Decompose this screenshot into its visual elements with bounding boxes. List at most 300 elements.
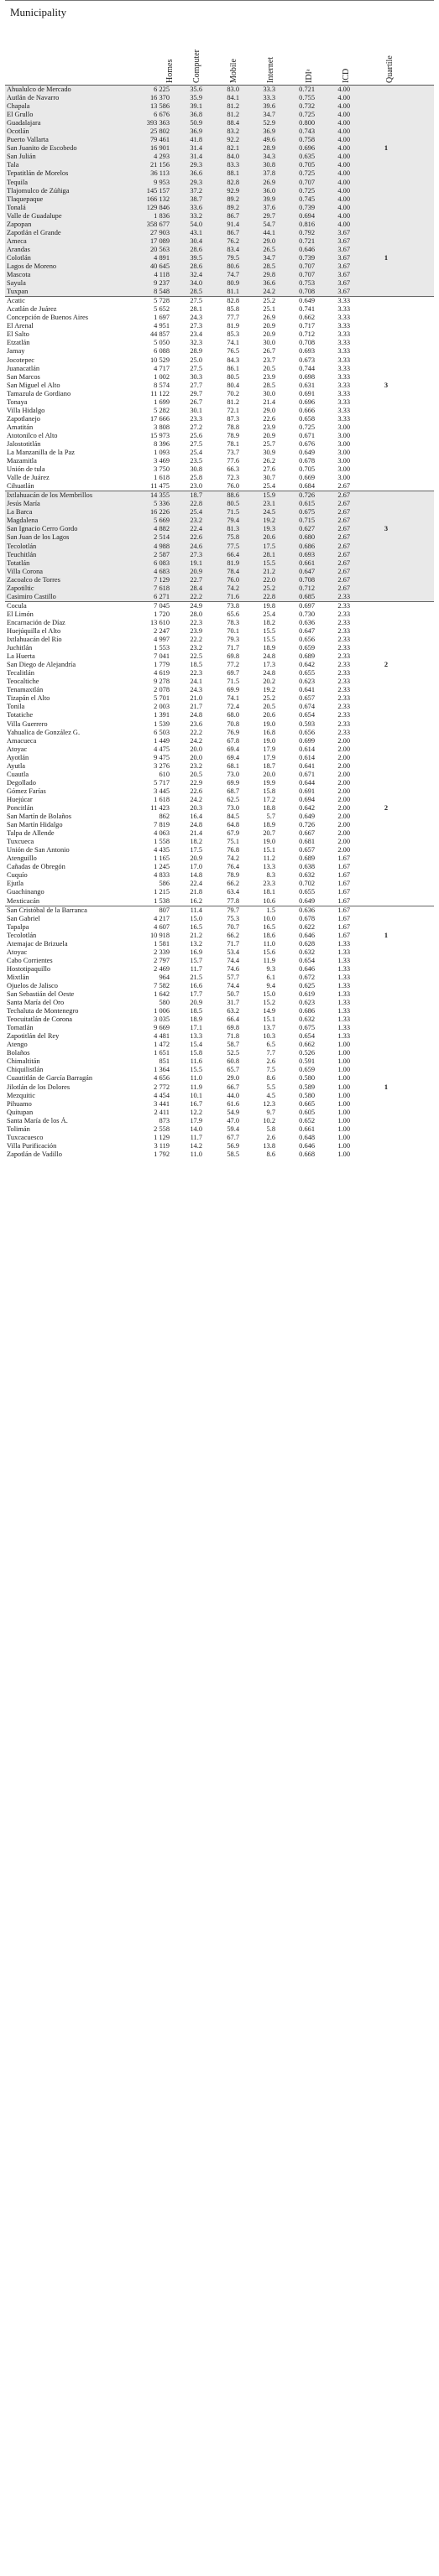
cell-internet: 16.5 xyxy=(263,922,275,931)
cell-internet: 19.0 xyxy=(263,838,275,846)
cell-municipality: Huejúquilla el Alto xyxy=(7,627,61,635)
cell-homes: 14 355 xyxy=(149,491,170,500)
table-row xyxy=(5,1007,434,1015)
cell-computer: 11.7 xyxy=(190,1133,202,1141)
cell-internet: 25.1 xyxy=(263,305,275,314)
cell-computer: 14.8 xyxy=(190,871,202,880)
cell-computer: 12.2 xyxy=(190,1108,202,1116)
cell-mobile: 74.1 xyxy=(227,339,239,347)
cell-mobile: 80.4 xyxy=(227,381,239,389)
cell-idi: 0.675 xyxy=(299,1024,315,1032)
cell-mobile: 86.1 xyxy=(227,364,239,372)
cell-internet: 20.7 xyxy=(263,829,275,838)
cell-idi: 0.715 xyxy=(299,517,315,525)
cell-computer: 11.0 xyxy=(190,1074,202,1083)
cell-homes: 2 247 xyxy=(154,627,170,635)
cell-icd: 2.33 xyxy=(337,592,350,600)
cell-computer: 17.0 xyxy=(190,863,202,871)
cell-municipality: Tonila xyxy=(7,703,25,711)
cell-internet: 10.2 xyxy=(263,1116,275,1124)
cell-internet: 18.8 xyxy=(263,803,275,812)
table-row xyxy=(5,711,434,719)
cell-computer: 39.5 xyxy=(190,253,202,262)
cell-homes: 2 772 xyxy=(154,1083,170,1091)
cell-mobile: 69.4 xyxy=(227,753,239,761)
cell-homes: 862 xyxy=(159,813,170,821)
cell-internet: 33.3 xyxy=(263,86,275,93)
cell-homes: 4 683 xyxy=(154,567,170,575)
cell-municipality: Ixtlahuacán de los Membrillos xyxy=(7,491,93,500)
table-row xyxy=(5,737,434,745)
cell-mobile: 52.5 xyxy=(227,1049,239,1057)
cell-municipality: Atemajac de Brizuela xyxy=(7,939,68,948)
cell-idi: 0.622 xyxy=(299,922,315,931)
table-row xyxy=(5,415,434,423)
cell-icd: 2.00 xyxy=(337,803,350,812)
cell-icd: 2.67 xyxy=(337,550,350,558)
cell-computer: 41.8 xyxy=(190,136,202,144)
cell-mobile: 47.0 xyxy=(227,1116,239,1124)
cell-icd: 4.00 xyxy=(337,119,350,127)
cell-homes: 9 669 xyxy=(154,1024,170,1032)
cell-computer: 36.8 xyxy=(190,111,202,119)
cell-municipality: San Martín Hidalgo xyxy=(7,821,63,829)
table-row xyxy=(5,508,434,517)
cell-computer: 24.3 xyxy=(190,686,202,694)
cell-quartile: 3 xyxy=(384,381,389,389)
cell-homes: 5 728 xyxy=(154,297,170,305)
cell-computer: 33.2 xyxy=(190,211,202,220)
table-row xyxy=(5,1109,434,1117)
cell-computer: 30.3 xyxy=(190,372,202,381)
cell-internet: 18.1 xyxy=(263,888,275,896)
table-row xyxy=(5,533,434,542)
cell-mobile: 50.7 xyxy=(227,990,239,999)
cell-internet: 34.7 xyxy=(263,253,275,262)
cell-municipality: Zapopan xyxy=(7,220,32,228)
cell-computer: 22.6 xyxy=(190,787,202,795)
cell-mobile: 88.1 xyxy=(227,169,239,178)
cell-quartile: 1 xyxy=(384,144,389,153)
cell-icd: 4.00 xyxy=(337,169,350,178)
cell-homes: 5 282 xyxy=(154,406,170,414)
cell-internet: 34.3 xyxy=(263,153,275,161)
cell-municipality: Zapotlanejo xyxy=(7,414,40,423)
table-row xyxy=(5,144,434,153)
cell-internet: 24.8 xyxy=(263,669,275,678)
cell-municipality: Tlaquepaque xyxy=(7,195,44,203)
cell-homes: 13 586 xyxy=(149,102,170,111)
cell-mobile: 71.7 xyxy=(227,644,239,652)
cell-municipality: Colotlán xyxy=(7,253,31,262)
cell-municipality: Tolimán xyxy=(7,1124,30,1133)
cell-municipality: Tomatlán xyxy=(7,1024,34,1032)
cell-icd: 1.00 xyxy=(337,1091,350,1099)
cell-mobile: 87.3 xyxy=(227,414,239,423)
cell-computer: 20.9 xyxy=(190,999,202,1007)
cell-mobile: 80.5 xyxy=(227,372,239,381)
cell-icd: 3.67 xyxy=(337,228,350,236)
table-row xyxy=(5,1032,434,1041)
table-row xyxy=(5,813,434,821)
cell-homes: 20 563 xyxy=(149,245,170,253)
cell-internet: 10.0 xyxy=(263,914,275,922)
table-row xyxy=(5,787,434,796)
table-row xyxy=(5,365,434,373)
cell-internet: 8.6 xyxy=(266,1074,275,1083)
cell-computer: 23.5 xyxy=(190,457,202,465)
cell-icd: 3.33 xyxy=(337,397,350,406)
cell-homes: 580 xyxy=(159,999,170,1007)
cell-icd: 3.67 xyxy=(337,253,350,262)
cell-icd: 4.00 xyxy=(337,220,350,228)
cell-mobile: 64.8 xyxy=(227,821,239,829)
table-row xyxy=(5,153,434,161)
cell-icd: 3.00 xyxy=(337,457,350,465)
cell-homes: 27 903 xyxy=(149,228,170,236)
table-row xyxy=(5,804,434,813)
cell-mobile: 82.8 xyxy=(227,178,239,186)
table-row xyxy=(5,720,434,729)
cell-idi: 0.654 xyxy=(299,956,315,964)
cell-internet: 1.5 xyxy=(266,906,275,914)
cell-computer: 16.2 xyxy=(190,896,202,905)
cell-homes: 4 607 xyxy=(154,922,170,931)
cell-internet: 20.5 xyxy=(263,703,275,711)
cell-homes: 1 449 xyxy=(154,736,170,745)
cell-mobile: 66.7 xyxy=(227,1083,239,1091)
cell-internet: 15.8 xyxy=(263,787,275,795)
table-row xyxy=(5,610,434,619)
cell-municipality: Unión de tula xyxy=(7,465,45,474)
cell-icd: 4.00 xyxy=(337,203,350,211)
table-row xyxy=(5,863,434,871)
cell-internet: 11.0 xyxy=(263,939,275,948)
cell-internet: 39.6 xyxy=(263,102,275,111)
cell-homes: 4 833 xyxy=(154,871,170,880)
cell-idi: 0.649 xyxy=(299,813,315,821)
table-row xyxy=(5,593,434,601)
cell-internet: 39.9 xyxy=(263,195,275,203)
cell-computer: 11.6 xyxy=(190,1057,202,1066)
table-row xyxy=(5,669,434,678)
cell-municipality: Amatitán xyxy=(7,423,34,431)
cell-mobile: 84.0 xyxy=(227,153,239,161)
cell-icd: 1.33 xyxy=(337,999,350,1007)
cell-computer: 20.9 xyxy=(190,567,202,575)
cell-idi: 0.697 xyxy=(299,601,315,610)
cell-computer: 24.8 xyxy=(190,821,202,829)
cell-municipality: El Arenal xyxy=(7,322,34,330)
cell-idi: 0.676 xyxy=(299,439,315,448)
cell-municipality: Ixtlahuacán del Río xyxy=(7,636,62,644)
cell-internet: 19.2 xyxy=(263,517,275,525)
cell-municipality: Cañadas de Obregón xyxy=(7,863,65,871)
cell-idi: 0.696 xyxy=(299,144,315,153)
cell-mobile: 79.5 xyxy=(227,253,239,262)
cell-quartile: 1 xyxy=(384,253,389,262)
table-row xyxy=(5,296,434,305)
cell-internet: 23.9 xyxy=(263,372,275,381)
cell-computer: 27.5 xyxy=(190,364,202,372)
cell-mobile: 31.7 xyxy=(227,999,239,1007)
cell-mobile: 88.6 xyxy=(227,491,239,500)
table-row xyxy=(5,974,434,982)
cell-icd: 1.67 xyxy=(337,880,350,888)
table-row xyxy=(5,356,434,365)
cell-idi: 0.580 xyxy=(299,1091,315,1099)
cell-homes: 1 006 xyxy=(154,1007,170,1015)
cell-icd: 3.33 xyxy=(337,347,350,356)
cell-internet: 30.9 xyxy=(263,449,275,457)
cell-computer: 24.6 xyxy=(190,542,202,550)
table-row xyxy=(5,652,434,661)
table-row xyxy=(5,279,434,288)
cell-internet: 11.2 xyxy=(263,854,275,863)
cell-icd: 2.67 xyxy=(337,517,350,525)
cell-idi: 0.632 xyxy=(299,1015,315,1024)
cell-mobile: 72.3 xyxy=(227,474,239,482)
cell-mobile: 81.2 xyxy=(227,111,239,119)
cell-municipality: San Juan de los Lagos xyxy=(7,533,70,542)
cell-computer: 31.4 xyxy=(190,144,202,153)
cell-municipality: Degollado xyxy=(7,778,36,787)
cell-idi: 0.591 xyxy=(299,1057,315,1066)
cell-idi: 0.589 xyxy=(299,1083,315,1091)
table-row xyxy=(5,465,434,474)
cell-municipality: Atengo xyxy=(7,1041,28,1049)
table-row xyxy=(5,127,434,136)
cell-mobile: 72.1 xyxy=(227,406,239,414)
table-row xyxy=(5,86,434,94)
cell-computer: 30.8 xyxy=(190,465,202,474)
cell-icd: 4.00 xyxy=(337,153,350,161)
table-row xyxy=(5,1142,434,1150)
cell-icd: 3.33 xyxy=(337,364,350,372)
cell-municipality: Tamazula de Gordiano xyxy=(7,389,71,397)
cell-idi: 0.792 xyxy=(299,228,315,236)
cell-municipality: Santa María del Oro xyxy=(7,999,65,1007)
cell-computer: 16.4 xyxy=(190,813,202,821)
cell-computer: 27.3 xyxy=(190,550,202,558)
cell-icd: 3.33 xyxy=(337,314,350,322)
cell-internet: 36.6 xyxy=(263,279,275,288)
cell-idi: 0.625 xyxy=(299,981,315,989)
table-row xyxy=(5,957,434,965)
cell-internet: 28.9 xyxy=(263,144,275,153)
cell-mobile: 77.5 xyxy=(227,542,239,550)
cell-mobile: 81.9 xyxy=(227,322,239,330)
cell-icd: 2.33 xyxy=(337,627,350,635)
table-row xyxy=(5,407,434,415)
table-row xyxy=(5,754,434,762)
cell-idi: 0.726 xyxy=(299,491,315,500)
cell-computer: 19.1 xyxy=(190,558,202,567)
table-row xyxy=(5,661,434,669)
cell-municipality: Villa Purificación xyxy=(7,1141,57,1150)
cell-icd: 3.00 xyxy=(337,423,350,431)
cell-mobile: 67.8 xyxy=(227,736,239,745)
cell-homes: 16 370 xyxy=(149,94,170,102)
cell-icd: 1.67 xyxy=(337,914,350,922)
cell-municipality: Encarnación de Díaz xyxy=(7,618,65,626)
cell-internet: 8.6 xyxy=(266,1150,275,1158)
cell-municipality: Villa Guerrero xyxy=(7,719,48,728)
cell-icd: 1.67 xyxy=(337,888,350,896)
cell-homes: 4 891 xyxy=(154,253,170,262)
cell-mobile: 81.3 xyxy=(227,525,239,533)
cell-homes: 6 503 xyxy=(154,728,170,736)
cell-idi: 0.623 xyxy=(299,678,315,686)
cell-mobile: 71.7 xyxy=(227,939,239,948)
cell-computer: 14.2 xyxy=(190,1141,202,1150)
cell-municipality: Sayula xyxy=(7,279,26,288)
cell-homes: 7 819 xyxy=(154,821,170,829)
cell-computer: 23.0 xyxy=(190,482,202,491)
cell-icd: 3.33 xyxy=(337,414,350,423)
cell-icd: 2.67 xyxy=(337,500,350,508)
cell-municipality: Lagos de Moreno xyxy=(7,262,57,270)
cell-icd: 1.33 xyxy=(337,1024,350,1032)
cell-homes: 1 779 xyxy=(154,661,170,669)
cell-idi: 0.684 xyxy=(299,482,315,491)
cell-quartile: 2 xyxy=(384,803,389,812)
table-row xyxy=(5,161,434,169)
cell-computer: 24.9 xyxy=(190,601,202,610)
cell-icd: 2.00 xyxy=(337,770,350,778)
cell-mobile: 89.2 xyxy=(227,203,239,211)
cell-computer: 30.1 xyxy=(190,406,202,414)
cell-computer: 22.2 xyxy=(190,592,202,600)
cell-municipality: Tecalitlán xyxy=(7,669,34,678)
cell-idi: 0.614 xyxy=(299,745,315,753)
cell-icd: 3.33 xyxy=(337,330,350,339)
cell-municipality: Cuautla xyxy=(7,770,29,778)
cell-homes: 9 278 xyxy=(154,678,170,686)
table-row xyxy=(5,636,434,644)
cell-internet: 5.5 xyxy=(266,1083,275,1091)
cell-idi: 0.665 xyxy=(299,1099,315,1108)
cell-idi: 0.800 xyxy=(299,119,315,127)
table-row xyxy=(5,111,434,119)
cell-icd: 2.33 xyxy=(337,686,350,694)
cell-municipality: Jamay xyxy=(7,347,25,356)
table-row xyxy=(5,871,434,880)
cell-internet: 49.6 xyxy=(263,136,275,144)
cell-idi: 0.732 xyxy=(299,102,315,111)
cell-icd: 4.00 xyxy=(337,136,350,144)
cell-homes: 1 002 xyxy=(154,372,170,381)
cell-computer: 13.2 xyxy=(190,939,202,948)
cell-municipality: Tonaya xyxy=(7,397,28,406)
cell-mobile: 80.5 xyxy=(227,500,239,508)
cell-mobile: 71.5 xyxy=(227,508,239,517)
cell-mobile: 29.0 xyxy=(227,1074,239,1083)
cell-mobile: 77.6 xyxy=(227,457,239,465)
cell-municipality: Puerto Vallarta xyxy=(7,136,49,144)
cell-homes: 1 472 xyxy=(154,1041,170,1049)
cell-idi: 0.707 xyxy=(299,271,315,279)
cell-internet: 23.7 xyxy=(263,356,275,364)
cell-mobile: 78.1 xyxy=(227,439,239,448)
cell-mobile: 79.3 xyxy=(227,636,239,644)
cell-internet: 20.9 xyxy=(263,322,275,330)
cell-computer: 22.3 xyxy=(190,618,202,626)
cell-municipality: Villa Corona xyxy=(7,567,43,575)
cell-computer: 22.9 xyxy=(190,778,202,787)
cell-homes: 129 846 xyxy=(146,203,170,211)
cell-municipality: Acatic xyxy=(7,297,25,305)
cell-idi: 0.649 xyxy=(299,449,315,457)
cell-icd: 1.33 xyxy=(337,973,350,981)
table-row xyxy=(5,796,434,804)
cell-homes: 1 391 xyxy=(154,711,170,719)
cell-idi: 0.712 xyxy=(299,584,315,592)
cell-municipality: Chapala xyxy=(7,102,30,111)
cell-idi: 0.691 xyxy=(299,389,315,397)
cell-icd: 2.00 xyxy=(337,829,350,838)
cell-internet: 5.7 xyxy=(266,813,275,821)
cell-computer: 25.4 xyxy=(190,449,202,457)
cell-mobile: 78.9 xyxy=(227,871,239,880)
table-body xyxy=(5,86,434,1159)
cell-internet: 15.1 xyxy=(263,1015,275,1024)
table-row xyxy=(5,1074,434,1083)
cell-mobile: 69.4 xyxy=(227,745,239,753)
cell-homes: 4 951 xyxy=(154,322,170,330)
cell-internet: 52.9 xyxy=(263,119,275,127)
cell-internet: 18.7 xyxy=(263,761,275,770)
cell-icd: 3.33 xyxy=(337,339,350,347)
cell-mobile: 75.1 xyxy=(227,838,239,846)
header-idi: IDIᵃ xyxy=(305,69,314,83)
cell-idi: 0.672 xyxy=(299,973,315,981)
cell-icd: 3.33 xyxy=(337,356,350,364)
cell-idi: 0.642 xyxy=(299,661,315,669)
cell-internet: 28.5 xyxy=(263,381,275,389)
table-row xyxy=(5,923,434,932)
table-row xyxy=(5,932,434,940)
cell-idi: 0.646 xyxy=(299,931,315,939)
cell-internet: 15.5 xyxy=(263,636,275,644)
table-row xyxy=(5,314,434,322)
cell-homes: 5 669 xyxy=(154,517,170,525)
cell-computer: 36.9 xyxy=(190,127,202,136)
cell-icd: 2.67 xyxy=(337,508,350,517)
cell-mobile: 85.8 xyxy=(227,305,239,314)
cell-computer: 25.4 xyxy=(190,508,202,517)
cell-computer: 28.9 xyxy=(190,347,202,356)
cell-internet: 37.8 xyxy=(263,169,275,178)
cell-internet: 15.0 xyxy=(263,990,275,999)
cell-homes: 4 063 xyxy=(154,829,170,838)
cell-homes: 393 363 xyxy=(146,119,170,127)
cell-homes: 5 717 xyxy=(154,778,170,787)
cell-computer: 24.3 xyxy=(190,314,202,322)
cell-computer: 25.0 xyxy=(190,356,202,364)
cell-idi: 0.673 xyxy=(299,356,315,364)
cell-idi: 0.753 xyxy=(299,279,315,288)
cell-icd: 3.67 xyxy=(337,236,350,245)
cell-mobile: 81.2 xyxy=(227,102,239,111)
cell-icd: 3.33 xyxy=(337,381,350,389)
table-row xyxy=(5,1092,434,1100)
cell-homes: 44 857 xyxy=(149,330,170,339)
cell-computer: 23.9 xyxy=(190,627,202,635)
cell-icd: 2.67 xyxy=(337,567,350,575)
cell-idi: 0.635 xyxy=(299,153,315,161)
cell-municipality: Totatiche xyxy=(7,711,34,719)
